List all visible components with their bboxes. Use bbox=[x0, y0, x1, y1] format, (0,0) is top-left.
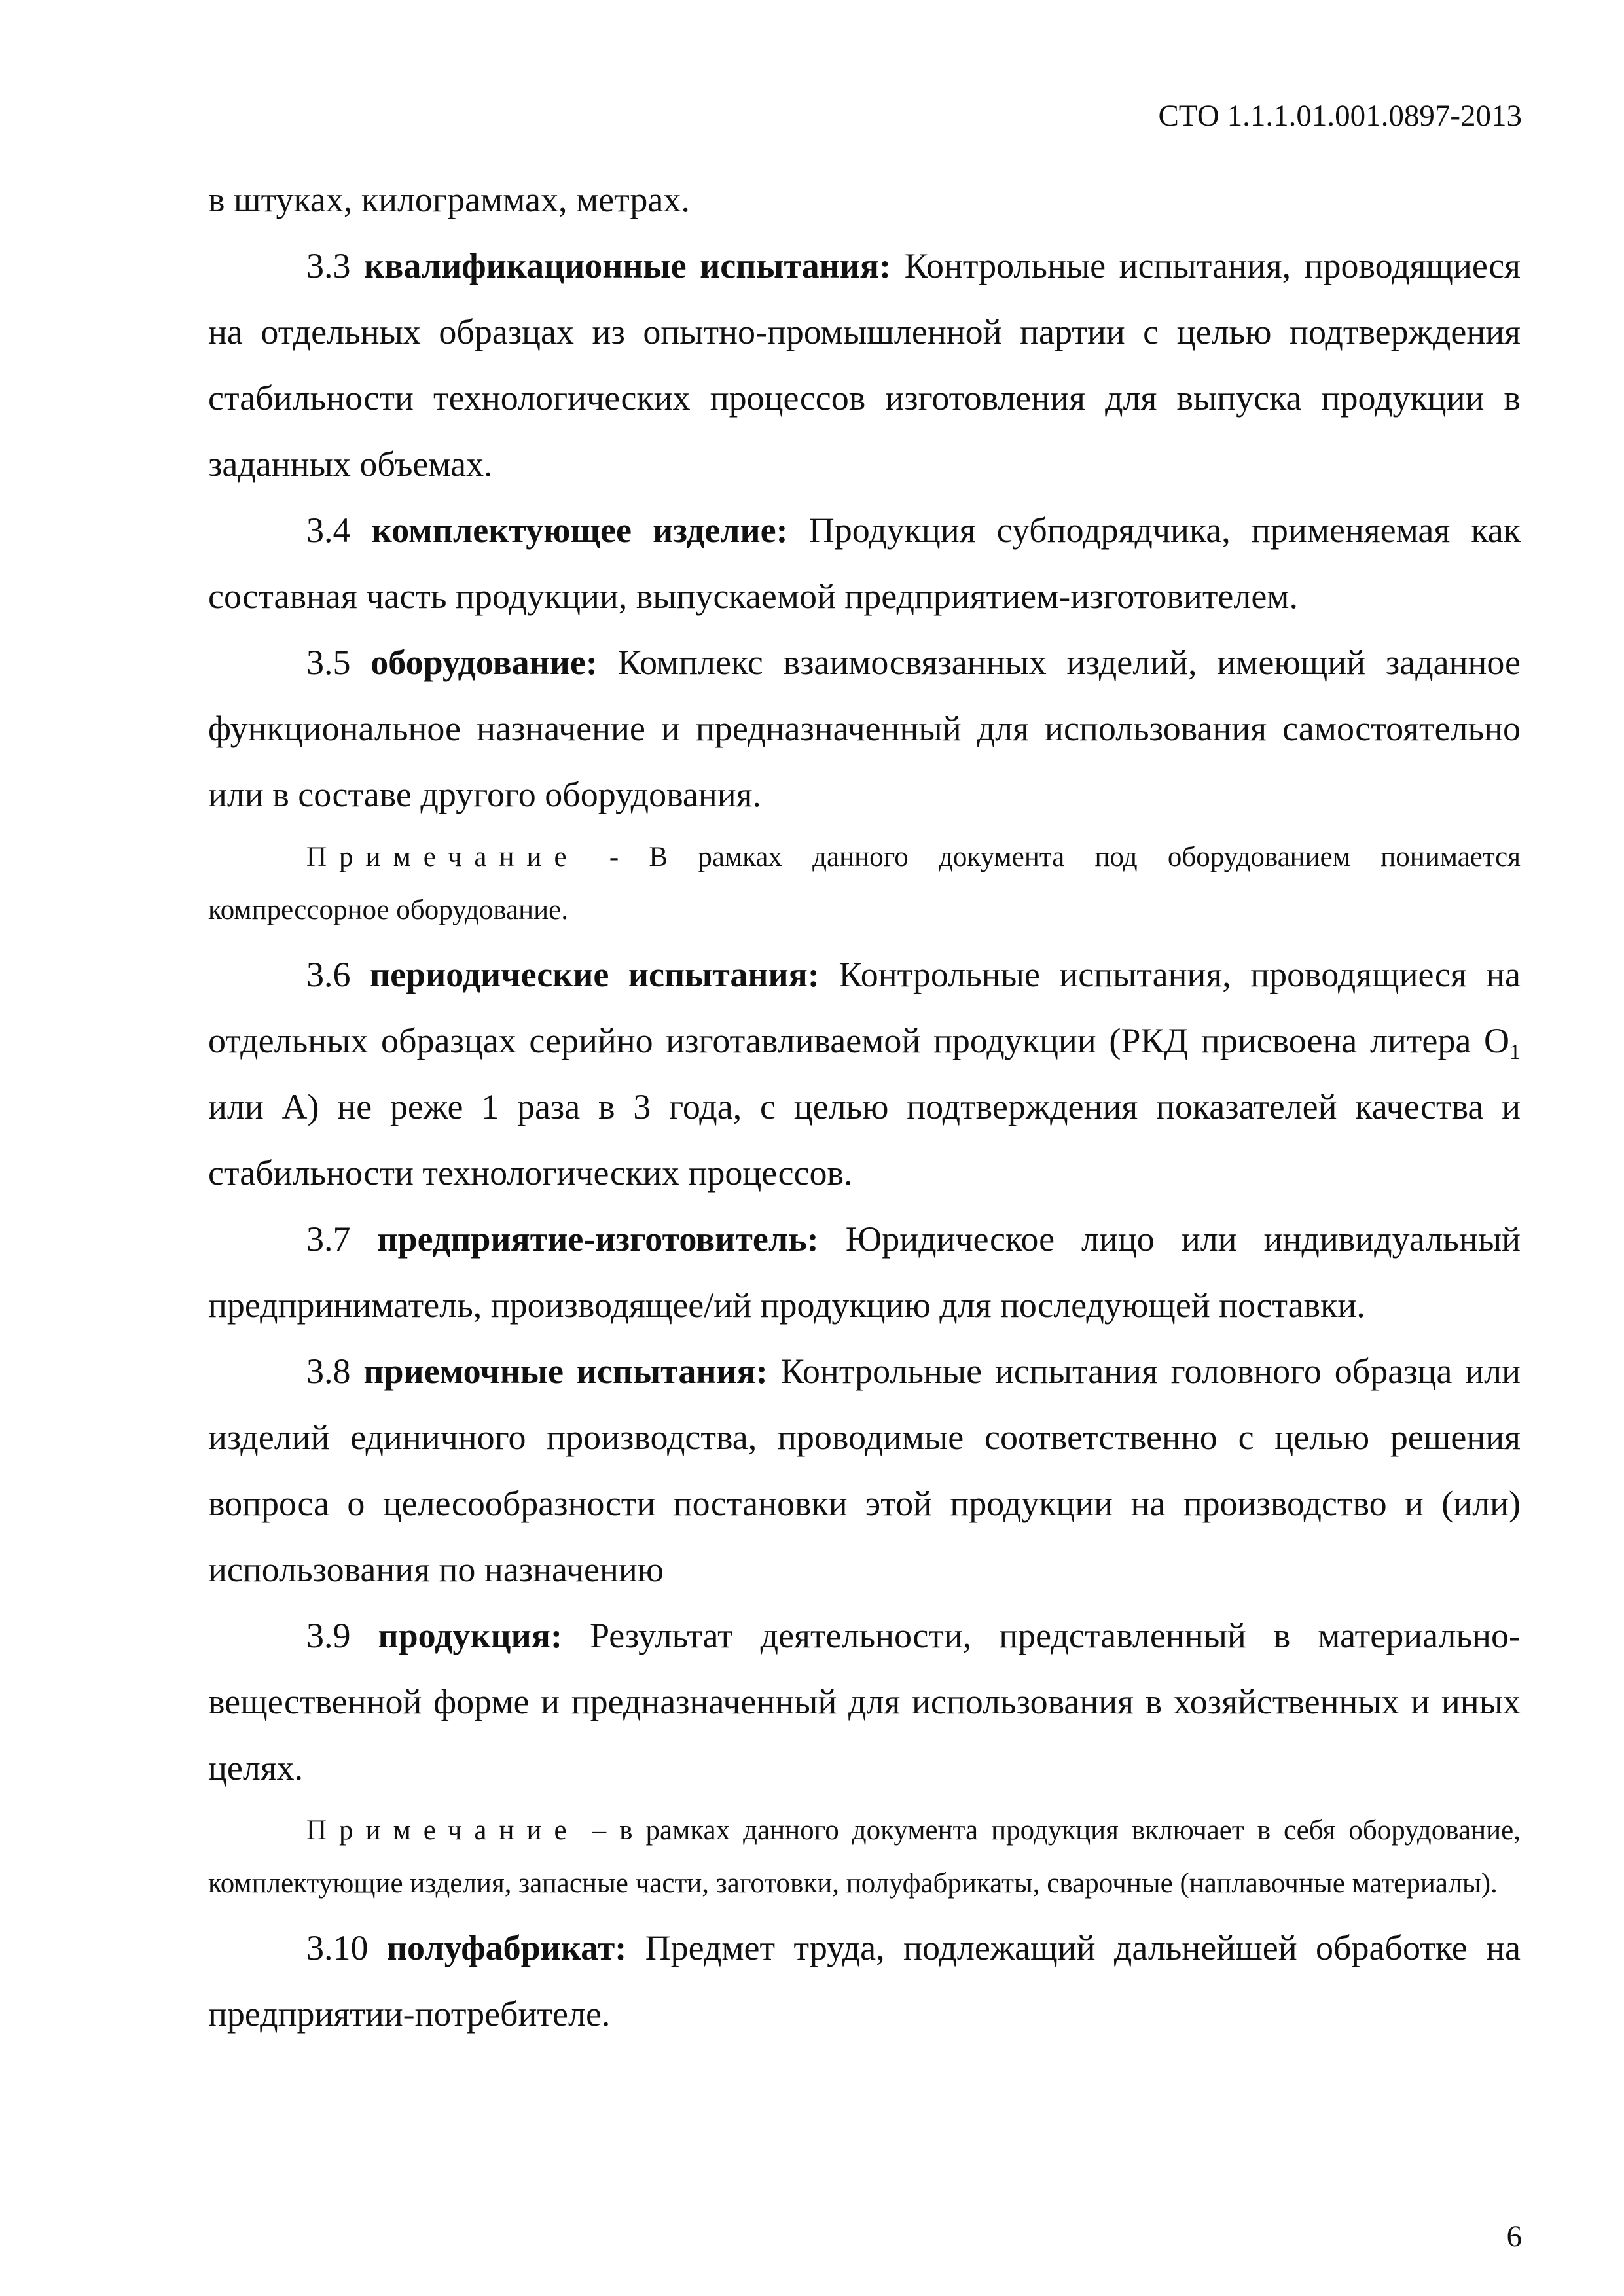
definition-3-7 bbox=[208, 1206, 1521, 1338]
document-code: СТО 1.1.1.01.001.0897-2013 bbox=[1158, 99, 1522, 133]
term: предприятие-изготовитель: bbox=[377, 1219, 819, 1259]
term: приемочные испытания: bbox=[363, 1352, 768, 1391]
definition-3-4 bbox=[208, 497, 1521, 630]
definition-3-6 bbox=[208, 942, 1521, 1206]
note-text: - В рамках данного документа под оборудованием понимается компрессорное оборудование. bbox=[208, 842, 1521, 925]
definition-text: Юридическое лицо или индивидуальный предприниматель, производящее/ий продукцию для последующей поставки. bbox=[208, 1219, 1521, 1325]
document-body bbox=[208, 167, 1521, 2047]
clause-number: 3.10 bbox=[306, 1928, 369, 1967]
definition-text: Результат деятельности, представленный в материально-вещественной форме и предназначенный для использования в хозяйственных и иных целях. bbox=[208, 1616, 1521, 1787]
page-number: 6 bbox=[1506, 2219, 1522, 2253]
clause-number: 3.7 bbox=[306, 1219, 351, 1259]
definition-3-10 bbox=[208, 1915, 1521, 2047]
definition-text: Продукция субподрядчика, применяемая как составная часть продукции, выпускаемой предприятием-изготовителем. bbox=[208, 511, 1521, 616]
paragraph-continuation: в штуках, килограммах, метрах. bbox=[208, 180, 690, 219]
term: квалификационные испытания: bbox=[364, 246, 892, 285]
note-text: – в рамках данного документа продукция включает в себя оборудование, комплектующие изделия, запасные части, заготовки, полуфабрикаты, сварочные (наплавочные материалы). bbox=[208, 1815, 1521, 1899]
term: оборудование: bbox=[370, 643, 598, 682]
definition-3-5 bbox=[208, 630, 1521, 828]
definition-3-3 bbox=[208, 233, 1521, 497]
term: периодические испытания: bbox=[370, 955, 820, 994]
clause-number: 3.3 bbox=[306, 246, 351, 285]
note-1 bbox=[208, 831, 1521, 937]
definition-text: Контрольные испытания, проводящиеся на отдельных образцах из опытно-промышленной партии с целью подтверждения стабильности технологических процессов изготовления для выпуска продукции в заданных объемах. bbox=[208, 246, 1521, 484]
clause-number: 3.6 bbox=[306, 955, 351, 994]
clause-number: 3.5 bbox=[306, 643, 351, 682]
definition-text: Контрольные испытания, проводящиеся на отдельных образцах серийно изготавливаемой продукции (РКД присвоена литера О bbox=[208, 955, 1521, 1060]
definition-3-8 bbox=[208, 1338, 1521, 1603]
clause-number: 3.4 bbox=[306, 511, 351, 550]
clause-number: 3.8 bbox=[306, 1352, 351, 1391]
term: комплектующее изделие: bbox=[371, 511, 788, 550]
subscript: 1 bbox=[1509, 1040, 1521, 1064]
term: полуфабрикат: bbox=[386, 1928, 627, 1967]
definition-text: Комплекс взаимосвязанных изделий, имеющий заданное функциональное назначение и предназначенный для использования самостоятельно или в составе другого оборудования. bbox=[208, 643, 1521, 814]
note-2 bbox=[208, 1804, 1521, 1910]
note-label: Примечание bbox=[306, 842, 579, 872]
definition-3-9 bbox=[208, 1603, 1521, 1801]
definition-text: Контрольные испытания головного образца или изделий единичного производства, проводимые соответственно с целью решения вопроса о целесообразности постановки этой продукции на производство и (или) использования по назначению bbox=[208, 1352, 1521, 1589]
definition-text-cont: или А) не реже 1 раза в 3 года, с целью подтверждения показателей качества и стабильности технологических процессов. bbox=[208, 1087, 1521, 1193]
note-label: Примечание bbox=[306, 1815, 579, 1846]
definition-text: Предмет труда, подлежащий дальнейшей обработке на предприятии-потребителе. bbox=[208, 1928, 1521, 2034]
term: продукция: bbox=[378, 1616, 562, 1655]
clause-number: 3.9 bbox=[306, 1616, 351, 1655]
